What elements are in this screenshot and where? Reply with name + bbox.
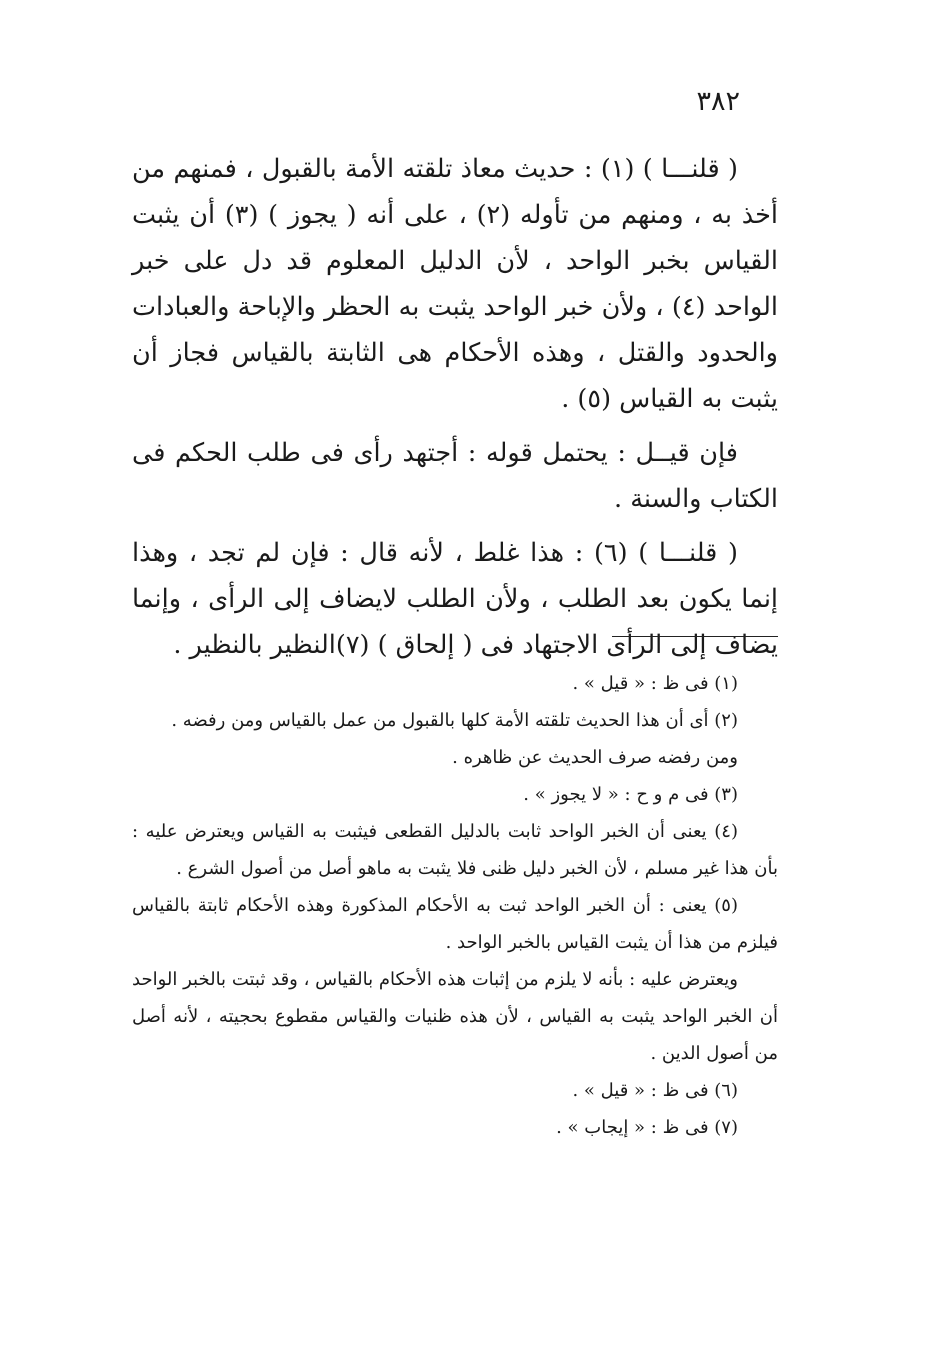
paragraph: ( قلنـــا ) (٦) : هذا غلط ، لأنه قال : فإن لم تجد ، وهذا إنما يكون بعد الطلب ، ولأن الطلب لايضاف إلى الرأى ، وإنما يضاف إلى الرأى الاجتهاد فى ( إلحاق ) (٧)النظير بالنظير . [132, 538, 778, 660]
paragraph: فإن قيــل : يحتمل قوله : أجتهد رأى فى طلب الحكم فى الكتاب والسنة . [132, 438, 778, 514]
footnote: (٤) يعنى أن الخبر الواحد ثابت بالدليل القطعى فيثبت به القياس ويعترض عليه : بأن هذا غير مسلم ، لأن الخبر دليل ظنى فلا يثبت به ماهو أصل من أصول الشرع . [132, 821, 778, 879]
footnote-continuation: ويعترض عليه : بأنه لا يلزم من إثبات هذه الأحكام بالقياس ، وقد ثبتت بالخبر الواحد أن الخبر الواحد يثبت به القياس ، لأن هذه ظنيات والقياس مقطوع بحجيته ، لأنه أصل من أصول الدين . [132, 969, 778, 1064]
footnote: (١) فى ظ : « قيل » . [572, 673, 738, 694]
footnotes [132, 665, 778, 1146]
page-number: ٣٨٢ [696, 86, 740, 117]
footnote-divider [612, 636, 778, 637]
footnote: (٧) فى ظ : « إيجاب » . [556, 1117, 738, 1138]
footnote: (٦) فى ظ : « قيل » . [572, 1080, 738, 1101]
footnote-continuation: ومن رفضه صرف الحديث عن ظاهره . [452, 747, 738, 768]
footnote: (٢) أى أن هذا الحديث تلقته الأمة كلها بالقبول من عمل بالقياس ومن رفضه . [171, 710, 738, 731]
footnote: (٣) فى م و ح : « لا يجوز » . [523, 784, 738, 805]
paragraph: ( قلنـــا ) (١) : حديث معاذ تلقته الأمة بالقبول ، فمنهم من أخذ به ، ومنهم من تأوله (٢) ، على أنه ( يجوز ) (٣) أن يثبت القياس بخبر الواحد ، لأن الدليل المعلوم قد دل على خبر الواحد (٤) ، ولأن خبر الواحد يثبت به الحظر والإباحة والعبادات والحدود والقتل ، وهذه الأحكام هى الثابتة بالقياس فجاز أن يثبت به القياس (٥) . [132, 154, 778, 414]
footnote: (٥) يعنى : أن الخبر الواحد ثبت به الأحكام المذكورة وهذه الأحكام ثابتة بالقياس فيلزم من هذا أن يثبت القياس بالخبر الواحد . [132, 895, 778, 953]
main-text [132, 146, 778, 676]
